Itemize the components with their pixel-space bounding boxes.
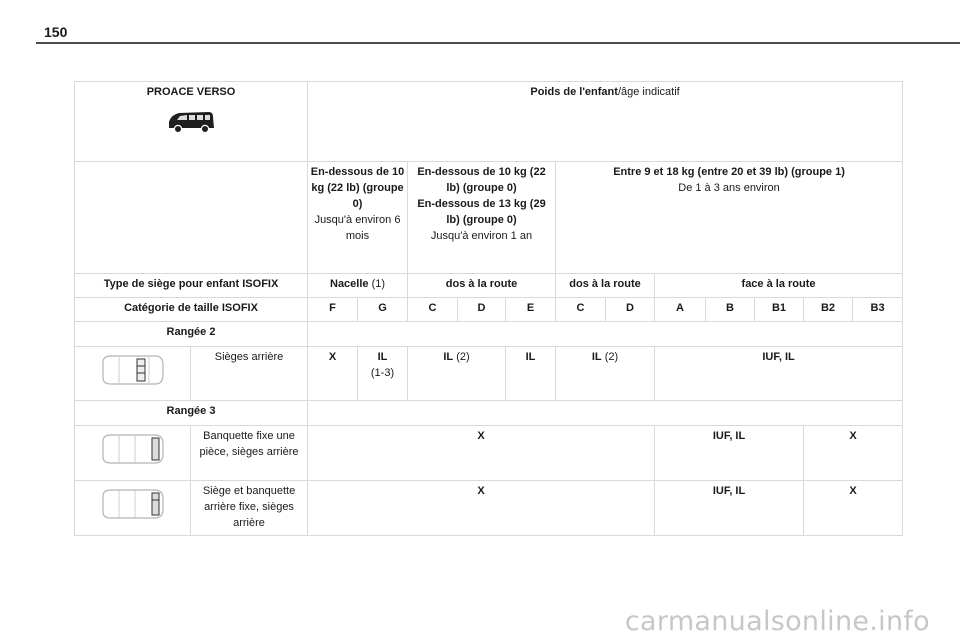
page-number: 150 [44, 24, 68, 40]
nacelle-cell [308, 274, 408, 298]
nacelle-label: Nacelle [330, 278, 369, 290]
seat-type-label: Type de siège pour enfant ISOFIX [75, 274, 308, 298]
row-2-header [75, 322, 903, 347]
rear-seats-e: IL [506, 347, 556, 401]
rear-facing-cell-1: dos à la route [408, 274, 556, 298]
isofix-table [74, 81, 903, 536]
rear-seats-g-value: IL [377, 351, 388, 363]
group-cell-a [308, 162, 408, 274]
size-class: D [458, 298, 506, 322]
weight-header-rest: /âge indicatif [617, 86, 680, 98]
bench-top-view-icon [99, 432, 167, 466]
size-class: B1 [755, 298, 804, 322]
rear-seats-forward: IUF, IL [655, 347, 903, 401]
size-class: B [706, 298, 755, 322]
row-2-label: Rangée 2 [75, 322, 308, 347]
rear-facing-cell-2: dos à la route [556, 274, 655, 298]
group-c-age: De 1 à 3 ans environ [678, 182, 780, 194]
forward-facing-cell: face à la route [655, 274, 903, 298]
rear-seats-g [358, 347, 408, 401]
rear-seats-cd [408, 347, 506, 401]
seat-bench-rear: X [308, 481, 655, 536]
group-b-bold-1: En-dessous de 10 kg (22 lb) (groupe 0) [417, 166, 546, 194]
bench-one-piece-label: Banquette fixe une pièce, sièges arrière [191, 426, 308, 481]
size-class: C [556, 298, 606, 322]
empty-cell [75, 162, 308, 274]
size-class-label: Catégorie de taille ISOFIX [75, 298, 308, 322]
group-a-bold: En-dessous de 10 kg (22 lb) (groupe 0) [310, 166, 405, 210]
seat-bench-row [75, 481, 903, 536]
group-cell-c [556, 162, 903, 274]
header-rule [36, 42, 960, 44]
seat-icon-cell [75, 347, 191, 401]
group-cell-b [408, 162, 556, 274]
row-3-header [75, 401, 903, 426]
size-class: B3 [853, 298, 903, 322]
bench-one-piece-row [75, 426, 903, 481]
rear-seats-cd-2 [556, 347, 655, 401]
bench-one-piece-b2b3: X [804, 426, 903, 481]
model-title: PROACE VERSO [146, 86, 236, 98]
empty-cell [308, 401, 903, 426]
rear-seats-cd2-note: (2) [601, 351, 619, 363]
size-class: D [606, 298, 655, 322]
weight-groups-row [75, 162, 903, 274]
group-b-bold-2: En-dessous de 13 kg (29 lb) (groupe 0) [417, 198, 546, 226]
size-class: G [358, 298, 408, 322]
seat-type-row [75, 274, 903, 298]
group-b-age: Jusqu'à environ 1 an [430, 230, 533, 242]
rear-seats-cd-value: IL [443, 351, 454, 363]
seat-bench-b2b3: X [804, 481, 903, 536]
size-class-row [75, 298, 903, 322]
weight-header-bold: Poids de l'enfant [530, 86, 618, 98]
seat-icon-cell [75, 481, 191, 536]
table-header-row [75, 82, 903, 162]
van-side-icon [165, 108, 217, 134]
rear-seats-row [75, 347, 903, 401]
weight-header-cell [308, 82, 903, 162]
seat-icon-cell [75, 426, 191, 481]
group-a-age: Jusqu'à environ 6 mois [314, 214, 401, 242]
bench-one-piece-forward: IUF, IL [655, 426, 804, 481]
empty-cell [308, 322, 903, 347]
size-class: C [408, 298, 458, 322]
rear-seats-cd-note: (2) [453, 351, 470, 363]
size-class: F [308, 298, 358, 322]
seat-bench-top-view-icon [99, 487, 167, 521]
size-class: B2 [804, 298, 853, 322]
size-class: A [655, 298, 706, 322]
seat-bench-label: Siège et banquette arrière fixe, sièges arrière [191, 481, 308, 536]
bench-one-piece-rear: X [308, 426, 655, 481]
watermark: carmanualsonline.info [624, 606, 930, 637]
rear-seats-g-note: (1-3) [370, 367, 395, 379]
group-c-bold: Entre 9 et 18 kg (entre 20 et 39 lb) (groupe 1) [613, 166, 845, 178]
model-cell [75, 82, 308, 162]
size-class: E [506, 298, 556, 322]
rear-seats-label: Sièges arrière [191, 347, 308, 401]
seat-bench-forward: IUF, IL [655, 481, 804, 536]
rear-seats-f: X [308, 347, 358, 401]
rear-seat-top-view-icon [99, 353, 167, 387]
rear-seats-cd2-value: IL [591, 351, 602, 363]
nacelle-note: (1) [368, 278, 386, 290]
row-3-label: Rangée 3 [75, 401, 308, 426]
